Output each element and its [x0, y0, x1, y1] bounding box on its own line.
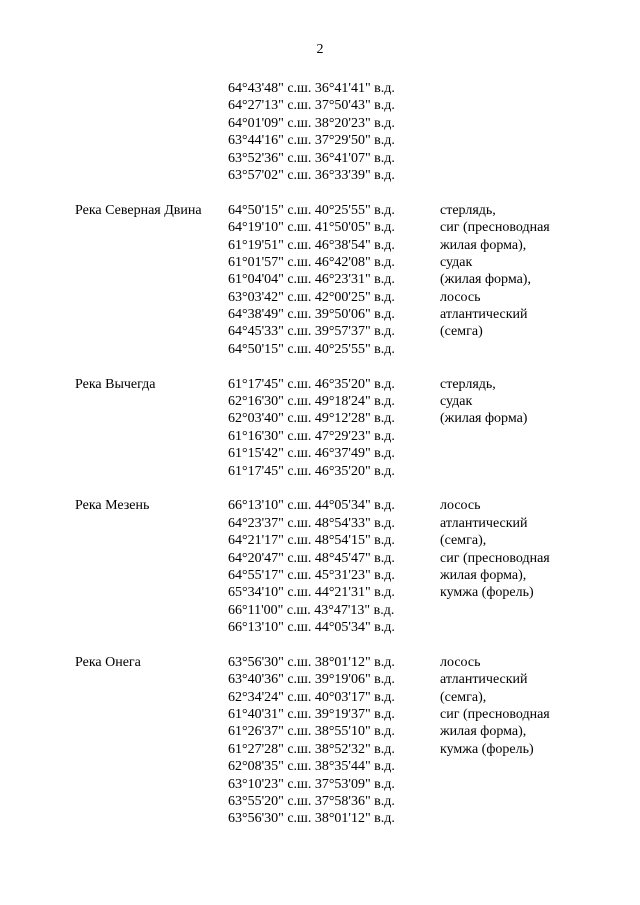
water-body-name: Река Вычегда — [75, 376, 156, 392]
coordinate-line: 61°19'51" с.ш. 46°38'54" в.д. — [228, 237, 395, 253]
coordinate-line: 61°27'28" с.ш. 38°52'32" в.д. — [228, 741, 395, 757]
coordinate-line: 61°04'04" с.ш. 46°23'31" в.д. — [228, 272, 395, 288]
coordinates-list — [228, 376, 640, 480]
water-body-name: Река Онега — [75, 654, 141, 670]
coordinate-line: 64°27'13" с.ш. 37°50'43" в.д. — [228, 98, 395, 114]
species-list — [440, 202, 550, 341]
species-list — [440, 497, 550, 601]
coordinate-line: 63°03'42" с.ш. 42°00'25" в.д. — [228, 289, 395, 305]
coordinates-list — [228, 202, 640, 359]
coordinate-line: 62°16'30" с.ш. 49°18'24" в.д. — [228, 394, 395, 410]
species-line: (семга) — [440, 324, 483, 340]
coordinate-line: 66°11'00" с.ш. 43°47'13" в.д. — [228, 602, 395, 618]
species-line: сиг (пресноводная — [440, 550, 550, 566]
coordinate-line: 64°23'37" с.ш. 48°54'33" в.д. — [228, 515, 395, 531]
species-line: кумжа (форель) — [440, 585, 534, 601]
table-row — [0, 654, 640, 828]
coordinate-line: 61°26'37" с.ш. 38°55'10" в.д. — [228, 724, 395, 740]
coordinate-line: 64°01'09" с.ш. 38°20'23" в.д. — [228, 115, 395, 131]
species-line: (жилая форма) — [440, 411, 528, 427]
coordinate-line: 63°56'30" с.ш. 38°01'12" в.д. — [228, 654, 395, 670]
table-row — [0, 202, 640, 359]
coordinate-line: 64°19'10" с.ш. 41°50'05" в.д. — [228, 220, 395, 236]
species-line: жилая форма), — [440, 724, 527, 740]
coordinate-line: 61°40'31" с.ш. 39°19'37" в.д. — [228, 707, 395, 723]
species-line: жилая форма), — [440, 567, 527, 583]
coordinate-line: 61°01'57" с.ш. 46°42'08" в.д. — [228, 254, 395, 270]
species-line: стерлядь, — [440, 202, 496, 218]
coordinate-line: 61°17'45" с.ш. 46°35'20" в.д. — [228, 463, 395, 479]
species-line: лосось — [440, 498, 481, 514]
coordinate-line: 62°03'40" с.ш. 49°12'28" в.д. — [228, 411, 395, 427]
species-line: судак — [440, 394, 473, 410]
coordinate-line: 63°57'02" с.ш. 36°33'39" в.д. — [228, 167, 395, 183]
table-row — [0, 376, 640, 480]
coordinate-line: 61°15'42" с.ш. 46°37'49" в.д. — [228, 446, 395, 462]
coordinate-line: 64°50'15" с.ш. 40°25'55" в.д. — [228, 202, 395, 218]
coordinate-line: 64°38'49" с.ш. 39°50'06" в.д. — [228, 307, 395, 323]
page-number: 2 — [316, 42, 324, 57]
coordinate-line: 61°17'45" с.ш. 46°35'20" в.д. — [228, 376, 395, 392]
species-line: (семга), — [440, 689, 487, 705]
coordinate-line: 64°55'17" с.ш. 45°31'23" в.д. — [228, 567, 395, 583]
species-line: жилая форма), — [440, 237, 527, 253]
table-row — [0, 497, 640, 636]
species-line: судак — [440, 254, 473, 270]
coordinate-line: 64°43'48" с.ш. 36°41'41" в.д. — [228, 81, 395, 96]
water-body-name: Река Мезень — [75, 498, 150, 514]
water-body-name: Река Северная Двина — [75, 202, 202, 218]
coordinate-line: 62°08'35" с.ш. 38°35'44" в.д. — [228, 759, 395, 775]
species-line: сиг (пресноводная — [440, 707, 550, 723]
coordinate-line: 63°55'20" с.ш. 37°58'36" в.д. — [228, 794, 395, 810]
table-row — [0, 80, 640, 184]
species-line: атлантический — [440, 515, 528, 531]
coordinates-list — [228, 654, 640, 828]
coordinate-line: 65°34'10" с.ш. 44°21'31" в.д. — [228, 585, 395, 601]
species-line: лосось — [440, 289, 481, 305]
coordinates-list — [228, 80, 640, 184]
coordinate-line: 63°40'36" с.ш. 39°19'06" в.д. — [228, 672, 395, 688]
coordinate-line: 63°10'23" с.ш. 37°53'09" в.д. — [228, 776, 395, 792]
species-list — [440, 654, 550, 758]
species-line: кумжа (форель) — [440, 741, 534, 757]
species-list — [440, 376, 527, 428]
species-line: сиг (пресноводная — [440, 220, 550, 236]
coordinate-line: 64°20'47" с.ш. 48°45'47" в.д. — [228, 550, 395, 566]
coordinates-list — [228, 497, 640, 636]
coordinate-line: 63°44'16" с.ш. 37°29'50" в.д. — [228, 133, 395, 149]
species-line: (семга), — [440, 533, 487, 549]
coordinate-line: 63°52'36" с.ш. 36°41'07" в.д. — [228, 150, 395, 166]
coordinate-line: 64°45'33" с.ш. 39°57'37" в.д. — [228, 324, 395, 340]
species-line: стерлядь, — [440, 376, 496, 392]
water-bodies-table — [0, 80, 640, 828]
coordinate-line: 66°13'10" с.ш. 44°05'34" в.д. — [228, 620, 395, 636]
species-line: лосось — [440, 654, 481, 670]
coordinate-line: 66°13'10" с.ш. 44°05'34" в.д. — [228, 498, 395, 514]
coordinate-line: 63°56'30" с.ш. 38°01'12" в.д. — [228, 811, 395, 827]
species-line: атлантический — [440, 307, 528, 323]
coordinate-line: 64°21'17" с.ш. 48°54'15" в.д. — [228, 533, 395, 549]
coordinate-line: 62°34'24" с.ш. 40°03'17" в.д. — [228, 689, 395, 705]
species-line: (жилая форма), — [440, 272, 531, 288]
coordinate-line: 61°16'30" с.ш. 47°29'23" в.д. — [228, 428, 395, 444]
species-line: атлантический — [440, 672, 528, 688]
coordinate-line: 64°50'15" с.ш. 40°25'55" в.д. — [228, 341, 395, 357]
